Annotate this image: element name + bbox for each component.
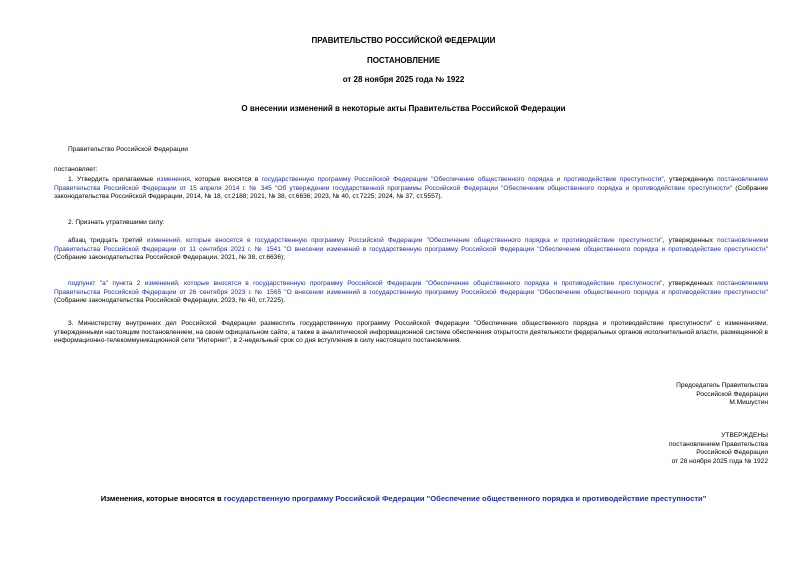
signature-line-2: Российской Федерации xyxy=(696,390,768,398)
document-type: ПОСТАНОВЛЕНИЕ xyxy=(366,56,441,65)
link-annex-program[interactable]: государственную программу Российской Федерации "Обеспечение общественного порядка и противодействие преступности" xyxy=(223,494,707,503)
decrees-word: постановляет: xyxy=(54,166,98,173)
link-decree-1541[interactable]: постановлением Правительства Российской Федерации от 11 сентября 2021 г. № 1541 "О внесении изменений в государственную программу Российской Федерации "Обеспечение общественного порядка и противодействие преступности" xyxy=(54,237,768,253)
paragraph-1: 1. Утвердить прилагаемые изменения, которые вносятся в государственную программу Российской Федерации "Обеспечение общественного порядка и противодействие преступности", утвержденную постановлением Правительства Российской Федерации от 15 апреля 2014 г. № 345 "Об утверждении государственной программы Российской Федерации "Обеспечение общественного порядка и противодействие преступности" (Собрание законодательства Российской Федерации, 2014, № 18, ст.2188; 2021, № 38, ст.6636; 2023, № 40, ст.7225; 2024, № 37, ст.5557). xyxy=(54,176,768,201)
annex-title: Изменения, которые вносятся в государственную программу Российской Федерации "Обеспечение общественного порядка и противодействие преступности" xyxy=(100,494,707,503)
paragraph-3: 3. Министерству внутренних дел Российской Федерации разместить государственную программу Российской Федерации "Обеспечение общественного порядка и противодействие преступности" с изменениями, утвержденными настоящим постановлением, на своем официальном сайте, а также в аналитической информационной системе обеспечения открытости деятельности федеральных органов исполнительной власти, размещенной в информационно-телекоммуникационной сети "Интернет", в 2-недельный срок со дня вступления в силу настоящего постановления. xyxy=(54,320,768,345)
approval-block xyxy=(669,432,768,467)
signature-line-1: Председатель Правительства xyxy=(676,382,768,389)
link-subparagraph-a[interactable]: подпункт "а" пункта 2 изменений, которые вносятся в государственную программу Российской Федерации "Обеспечение общественного порядка и противодействие преступности" xyxy=(68,280,663,287)
approval-line-2: Российской Федерации xyxy=(696,449,768,457)
link-decree-1565[interactable]: постановлением Правительства Российской Федерации от 26 сентября 2023 г. № 1565 "О внесении изменений в государственную программу Российской Федерации "Обеспечение общественного порядка и противодействие преступности" xyxy=(54,280,768,296)
paragraph-2: 2. Признать утратившими силу: xyxy=(68,219,165,226)
approval-title: УТВЕРЖДЕНЫ xyxy=(721,432,768,439)
link-changes[interactable]: изменения xyxy=(156,176,190,183)
document-date: от 28 ноября 2025 года № 1922 xyxy=(342,75,465,84)
paragraph-2b: подпункт "а" пункта 2 изменений, которые вносятся в государственную программу Российской Федерации "Обеспечение общественного порядка и противодействие преступности", утвержденных постановлением Правительства Российской Федерации от 26 сентября 2023 г. № 1565 "О внесении изменений в государственную программу Российской Федерации "Обеспечение общественного порядка и противодействие преступности" (Собрание законодательства Российской Федерации, 2023, № 40, ст.7225). xyxy=(54,280,768,305)
approval-line-3: от 28 ноября 2025 года № 1922 xyxy=(671,458,768,466)
link-changes-2021[interactable]: изменений, которые вносятся в государственную программу Российской Федерации "Обеспечение общественного порядка и противодействие преступности" xyxy=(146,237,663,244)
government-name: ПРАВИТЕЛЬСТВО РОССИЙСКОЙ ФЕДЕРАЦИИ xyxy=(311,36,496,45)
document-title: О внесении изменений в некоторые акты Правительства Российской Федерации xyxy=(241,104,566,113)
signature-name: М.Мишустин xyxy=(729,399,768,407)
preamble: Правительство Российской Федерации xyxy=(68,146,188,153)
signature-block xyxy=(676,382,768,408)
approval-line-1: постановлением Правительства xyxy=(668,440,768,448)
paragraph-2a: абзац тридцать третий изменений, которые вносятся в государственную программу Российской Федерации "Обеспечение общественного порядка и противодействие преступности", утвержденных постановлением Правительства Российской Федерации от 11 сентября 2021 г. № 1541 "О внесении изменений в государственную программу Российской Федерации "Обеспечение общественного порядка и противодействие преступности" (Собрание законодательства Российской Федерации, 2021, № 38, ст.6636); xyxy=(54,237,768,262)
link-state-program[interactable]: государственную программу Российской Федерации "Обеспечение общественного порядка и противодействие преступности" xyxy=(261,176,664,183)
link-decree-345[interactable]: постановлением Правительства Российской Федерации от 15 апреля 2014 г. № 345 "Об утверждении государственной программы Российской Федерации "Обеспечение общественного порядка и противодействие преступности" xyxy=(54,176,768,192)
